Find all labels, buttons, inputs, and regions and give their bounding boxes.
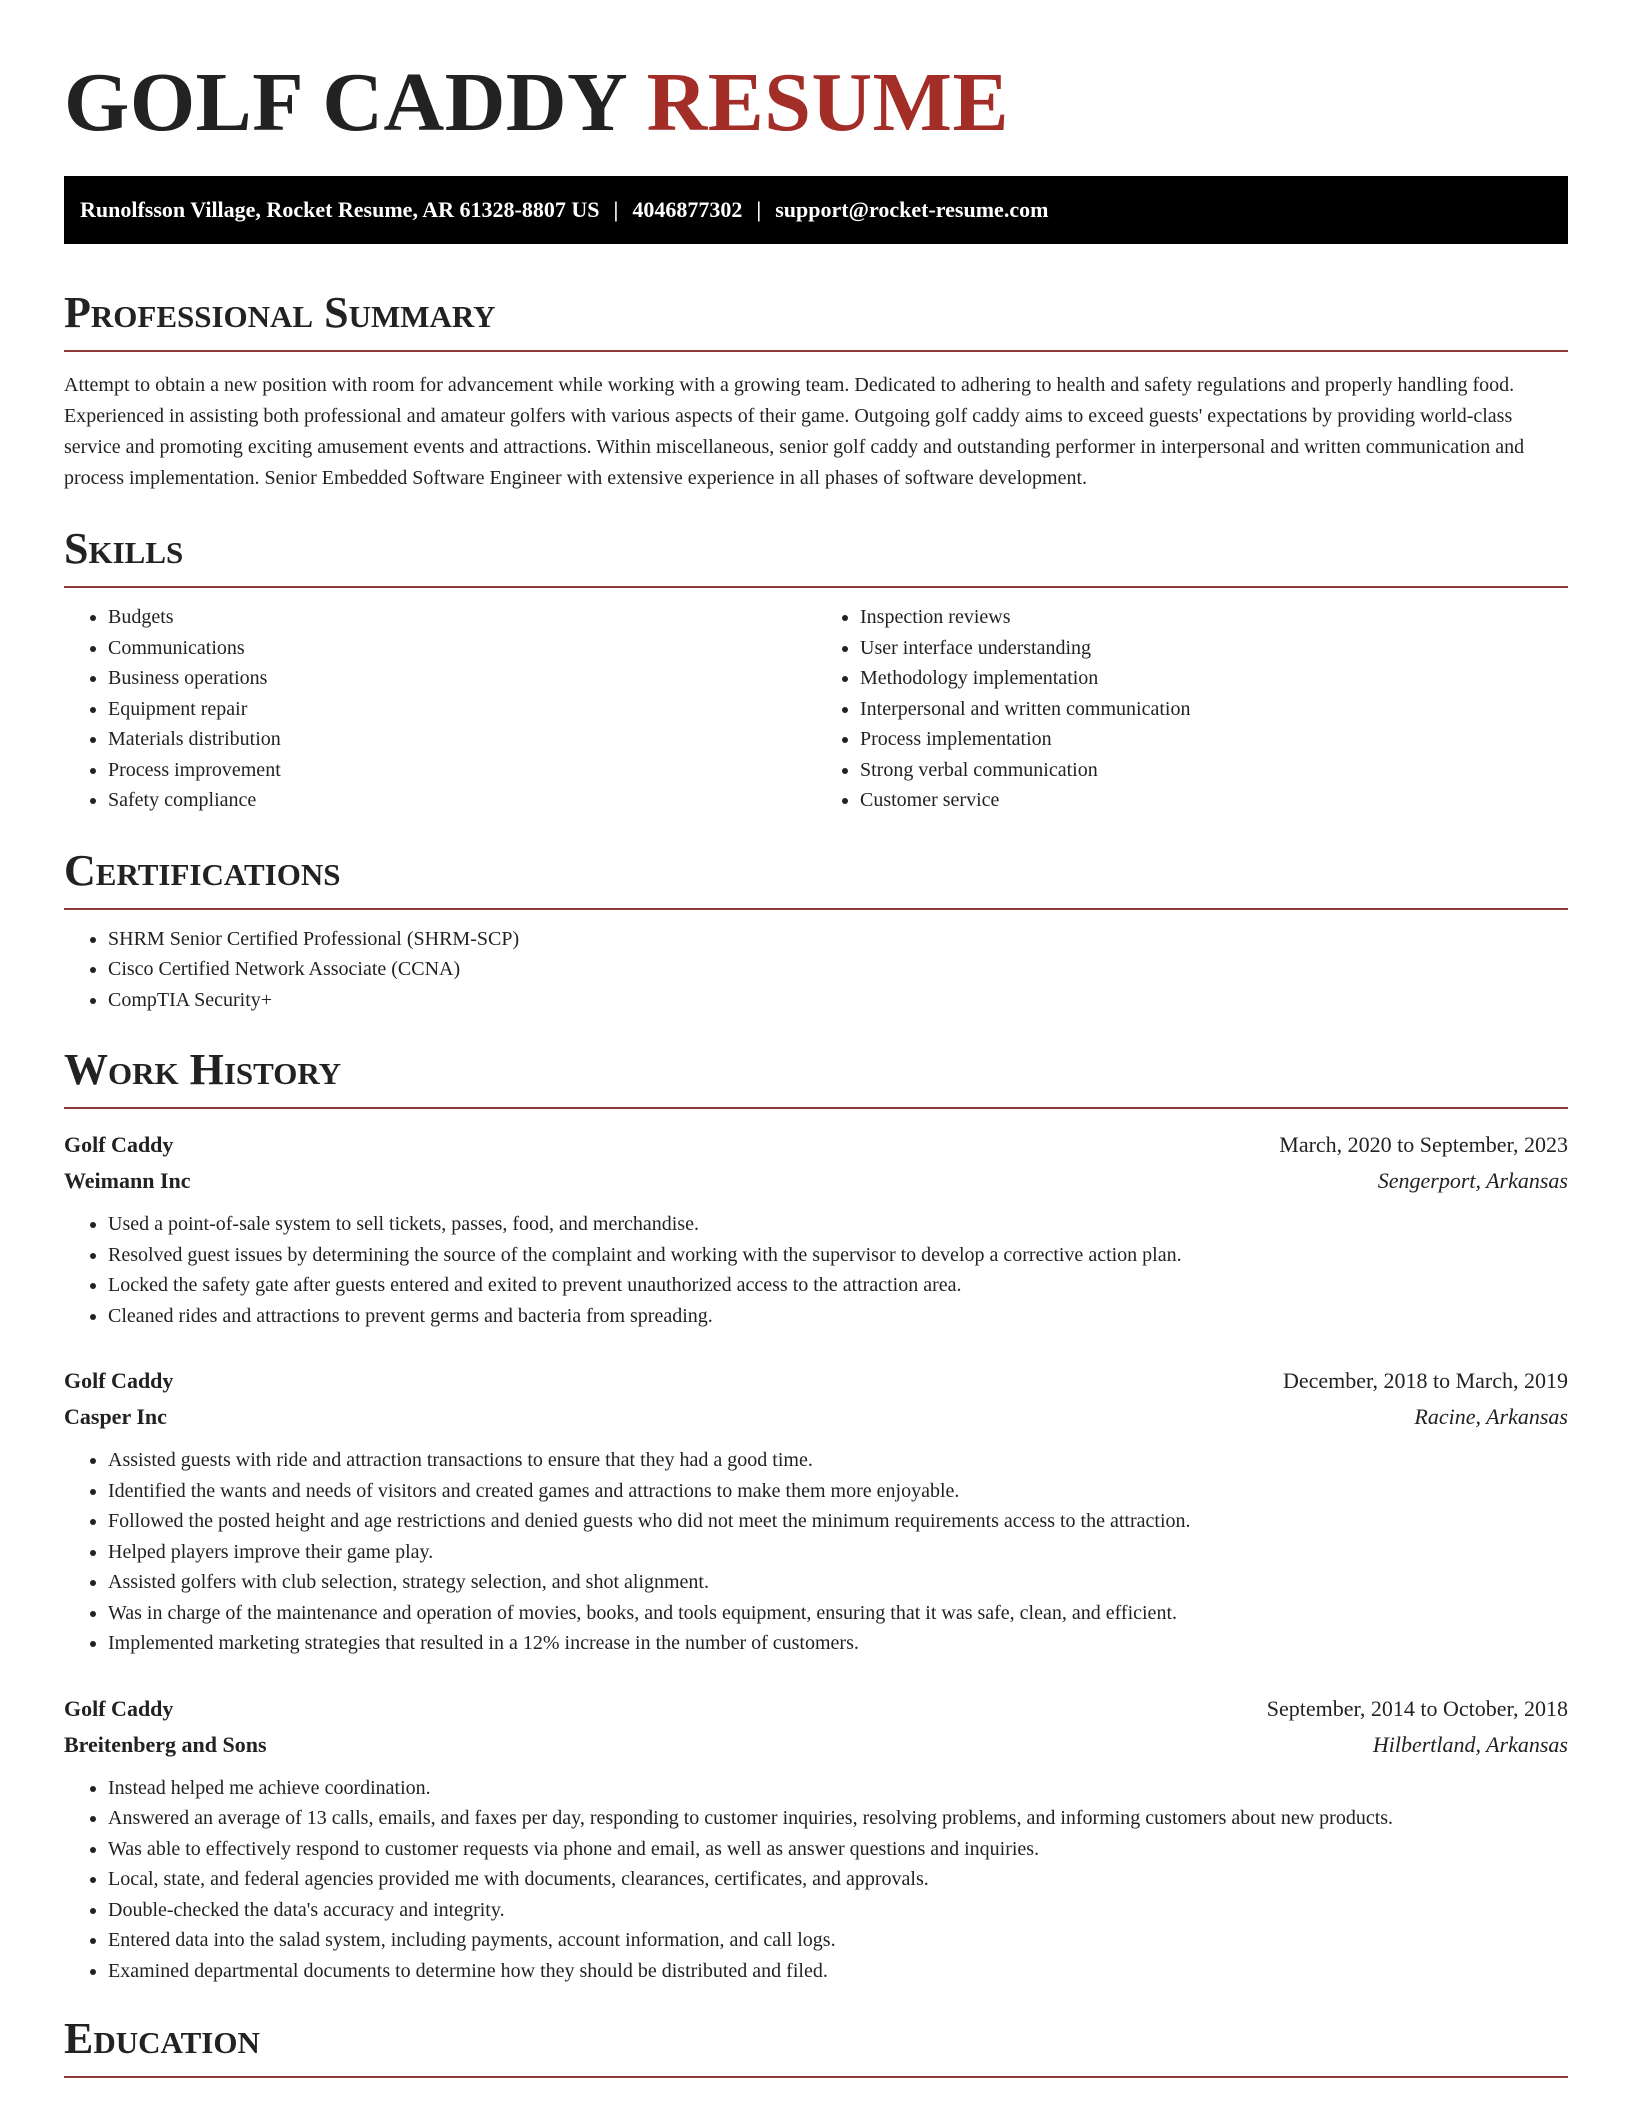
- job-bullet: • Assisted guests with ride and attraction transactions to ensure that they had a good time.: [108, 1445, 1568, 1476]
- job-location: Hilbertland, Arkansas: [1372, 1731, 1568, 1757]
- job-bullet: • Answered an average of 13 calls, emails, and faxes per day, responding to customer inquiries, resolving problems, and informing customers about new products.: [108, 1803, 1568, 1834]
- job-title: Golf Caddy: [64, 1695, 174, 1721]
- job-bullet: • Was in charge of the maintenance and operation of movies, books, and tools equipment, ensuring that it was safe, clean, and efficient.: [108, 1598, 1568, 1629]
- job-bullet: • Examined departmental documents to determine how they should be distributed and filed.: [108, 1956, 1568, 1987]
- job-bullet: • Helped players improve their game play.: [108, 1537, 1568, 1568]
- job-location: Racine, Arkansas: [1414, 1404, 1568, 1429]
- work-history-section: [64, 1047, 1568, 1986]
- summary-section: [64, 290, 1568, 494]
- job-dates: March, 2020 to September, 2023: [1279, 1132, 1568, 1157]
- job-bullet: • Locked the safety gate after guests entered and exited to prevent unauthorized access to the attraction area.: [108, 1270, 1568, 1301]
- contact-address: Runolfsson Village, Rocket Resume, AR 61328-8807 US: [80, 197, 600, 222]
- job-bullet: • Was able to effectively respond to customer requests via phone and email, as well as answer questions and inquiries.: [108, 1834, 1568, 1865]
- skill-item: • Equipment repair: [108, 694, 816, 725]
- section-heading-work-history: Work History: [64, 1047, 1568, 1109]
- job-title: Golf Caddy: [64, 1132, 174, 1157]
- contact-separator: |: [613, 197, 619, 222]
- contact-phone[interactable]: 4046877302: [632, 197, 743, 222]
- certifications-list: [64, 924, 1568, 1016]
- summary-text: Attempt to obtain a new position with room for advancement while working with a growing team. Dedicated to adhering to health and safety regulations and properly handling food. Experienced in assisting both professional and amateur golfers with various aspects of their game. Outgoing golf caddy aims to exceed guests' expectations by providing world-class service and promoting exciting amusement events and attractions. Within miscellaneous, senior golf caddy and outstanding performer in interpersonal and written communication and process implementation. Senior Embedded Software Engineer with extensive experience in all phases of software development.: [64, 374, 1525, 489]
- job-bullet: • Followed the posted height and age restrictions and denied guests who did not meet the minimum requirements access to the attraction.: [108, 1506, 1568, 1537]
- job-bullet: • Entered data into the salad system, including payments, account information, and call logs.: [108, 1925, 1568, 1956]
- job-bullets: [64, 1209, 1568, 1331]
- certification-item: • SHRM Senior Certified Professional (SHRM-SCP): [108, 924, 1568, 955]
- section-heading-summary: Professional Summary: [64, 290, 1568, 352]
- job-bullets: [64, 1773, 1568, 1987]
- job-location: Sengerport, Arkansas: [1377, 1168, 1568, 1193]
- skill-item: • Budgets: [108, 602, 816, 633]
- skill-item: • Strong verbal communication: [860, 755, 1568, 786]
- contact-bar: [64, 176, 1568, 244]
- job-bullet: • Resolved guest issues by determining the source of the complaint and working with the supervisor to develop a corrective action plan.: [108, 1240, 1568, 1271]
- job-bullet: • Used a point-of-sale system to sell tickets, passes, food, and merchandise.: [108, 1209, 1568, 1240]
- certifications-section: [64, 845, 1568, 1016]
- skill-item: • Process improvement: [108, 755, 816, 786]
- job-company: Breitenberg and Sons: [64, 1731, 267, 1757]
- job-company: Casper Inc: [64, 1404, 167, 1429]
- section-heading-certifications: Certifications: [64, 848, 1568, 910]
- skill-item: • User interface understanding: [860, 633, 1568, 664]
- skills-grid: [64, 588, 1568, 816]
- skill-item: • Process implementation: [860, 724, 1568, 755]
- job-dates: September, 2014 to October, 2018: [1266, 1695, 1568, 1721]
- job-bullet: • Cleaned rides and attractions to prevent germs and bacteria from spreading.: [108, 1301, 1568, 1332]
- skill-item: • Business operations: [108, 663, 816, 694]
- education-section: [64, 2016, 1568, 2078]
- job-company: Weimann Inc: [64, 1168, 191, 1193]
- job-bullet: • Double-checked the data's accuracy and integrity.: [108, 1895, 1568, 1926]
- job-dates: December, 2018 to March, 2019: [1282, 1368, 1568, 1393]
- title-accent: RESUME: [646, 56, 1009, 149]
- skills-section: [64, 526, 1568, 816]
- skill-item: • Interpersonal and written communication: [860, 694, 1568, 725]
- resume-title: [64, 0, 1568, 148]
- skill-item: • Customer service: [860, 785, 1568, 816]
- job-bullet: • Identified the wants and needs of visitors and created games and attractions to make them more enjoyable.: [108, 1476, 1568, 1507]
- certification-item: • CompTIA Security+: [108, 985, 1568, 1016]
- job-entry: [64, 1363, 1568, 1659]
- skill-item: • Methodology implementation: [860, 663, 1568, 694]
- job-bullet: • Instead helped me achieve coordination.: [108, 1773, 1568, 1804]
- job-bullet: • Implemented marketing strategies that resulted in a 12% increase in the number of customers.: [108, 1628, 1568, 1659]
- skill-item: • Materials distribution: [108, 724, 816, 755]
- title-main: GOLF CADDY: [64, 56, 626, 149]
- skill-item: • Inspection reviews: [860, 602, 1568, 633]
- job-bullets: [64, 1445, 1568, 1659]
- skill-item: • Communications: [108, 633, 816, 664]
- skill-item: • Safety compliance: [108, 785, 816, 816]
- job-entry: [64, 1691, 1568, 1987]
- skills-list-right: [816, 602, 1568, 816]
- certification-item: • Cisco Certified Network Associate (CCNA): [108, 954, 1568, 985]
- job-bullet: • Local, state, and federal agencies provided me with documents, clearances, certificates, and approvals.: [108, 1864, 1568, 1895]
- contact-separator: |: [756, 197, 762, 222]
- section-heading-skills: Skills: [64, 526, 1568, 588]
- job-entry: [64, 1127, 1568, 1331]
- section-heading-education: Education: [64, 2016, 1568, 2078]
- contact-email[interactable]: support@rocket-resume.com: [775, 197, 1049, 222]
- job-title: Golf Caddy: [64, 1368, 174, 1393]
- job-bullet: • Assisted golfers with club selection, strategy selection, and shot alignment.: [108, 1567, 1568, 1598]
- skills-list-left: [64, 602, 816, 816]
